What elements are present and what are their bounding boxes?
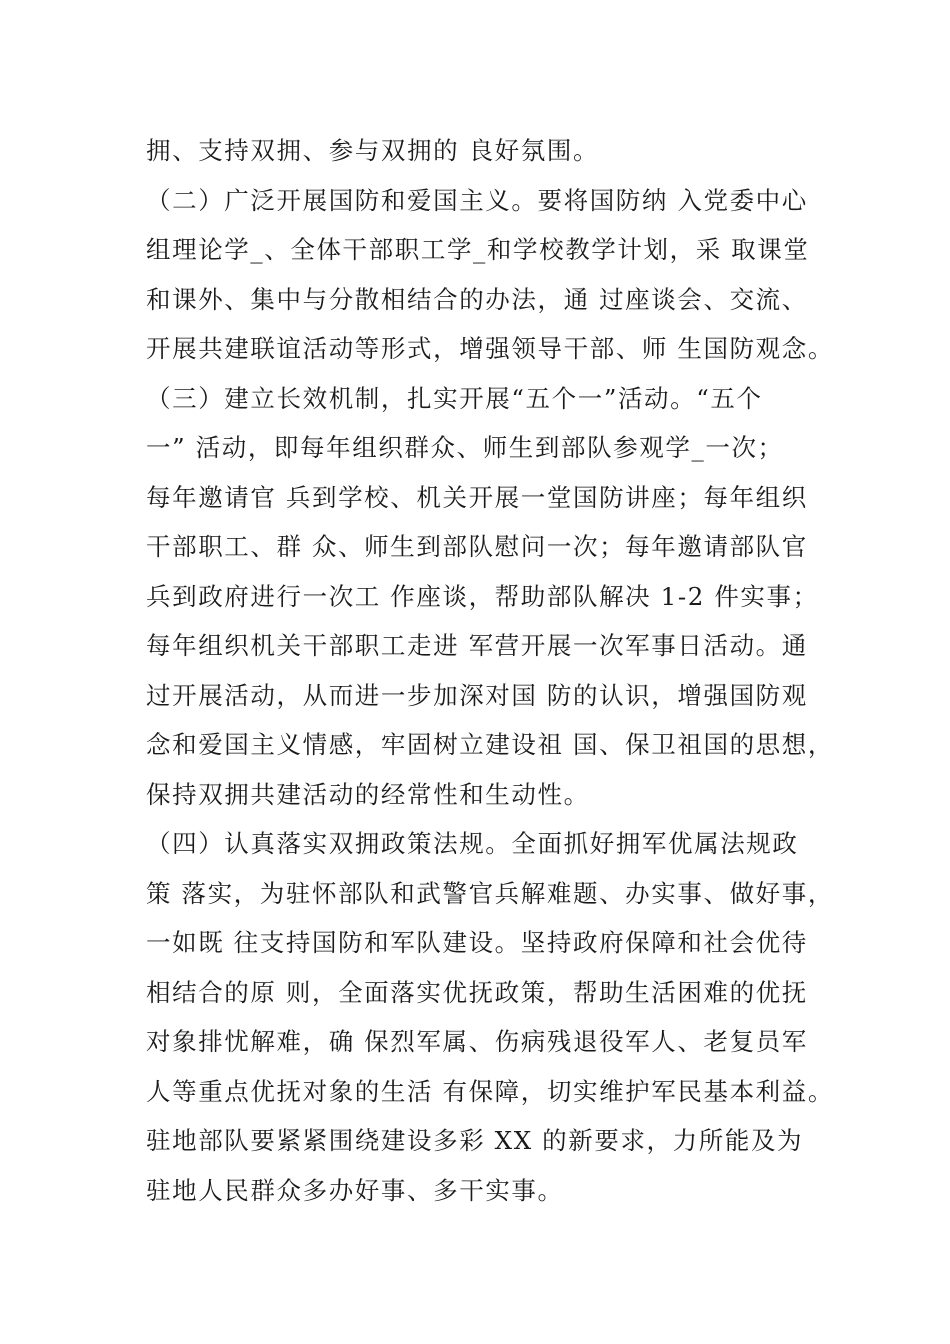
text-line: （三）建立长效机制，扎实开展“五个一”活动。“五个 — [146, 383, 763, 413]
text-line: 驻地部队要紧紧围绕建设多彩 XX 的新要求，力所能及为 — [146, 1126, 804, 1155]
text-line: 每年邀请官 兵到学校、机关开展一堂国防讲座；每年组织 — [146, 482, 808, 512]
text-line: 相结合的原 则，全面落实优抚政策，帮助生活困难的优抚 — [146, 977, 808, 1007]
text-line: 策 落实，为驻怀部队和武警官兵解难题、办实事、做好事， — [146, 878, 834, 908]
text-line: （四）认真落实双拥政策法规。全面抓好拥军优属法规政 — [146, 829, 799, 858]
text-line: 和课外、集中与分散相结合的办法，通 过座谈会、交流、 — [146, 284, 808, 314]
text-line: 兵到政府进行一次工 作座谈，帮助部队解决 1-2 件实事； — [146, 581, 819, 611]
text-line: 念和爱国主义情感，牢固树立建设祖 国、保卫祖国的思想， — [146, 730, 834, 759]
document-body — [146, 126, 846, 1215]
text-line: 驻地人民群众多办好事、多干实事。 — [146, 1175, 564, 1205]
text-line: 对象排忧解难，确 保烈军属、伤病残退役军人、老复员军 — [146, 1027, 808, 1056]
text-line: （二）广泛开展国防和爱国主义。要将国防纳 入党委中心 — [146, 185, 808, 215]
text-line: 拥、支持双拥、参与双拥的 良好氛围。 — [146, 136, 600, 165]
text-line: 每年组织机关干部职工走进 军营开展一次军事日活动。通 — [146, 631, 808, 660]
text-line: 过开展活动，从而进一步加深对国 防的认识，增强国防观 — [146, 680, 808, 710]
text-line: 保持双拥共建活动的经常性和生动性。 — [146, 779, 590, 809]
text-line: 开展共建联谊活动等形式，增强领导干部、师 生国防观念。 — [146, 334, 834, 363]
text-line: 一如既 往支持国防和军队建设。坚持政府保障和社会优待 — [146, 928, 808, 957]
text-line: 干部职工、群 众、师生到部队慰问一次；每年邀请部队官 — [146, 532, 808, 561]
text-line: 一” 活动，即每年组织群众、师生到部队参观学_一次； — [146, 433, 784, 462]
text-line: 组理论学_、全体干部职工学_和学校教学计划，采 取课堂 — [146, 235, 810, 264]
text-line: 人等重点优抚对象的生活 有保障，切实维护军民基本利益。 — [146, 1076, 834, 1106]
